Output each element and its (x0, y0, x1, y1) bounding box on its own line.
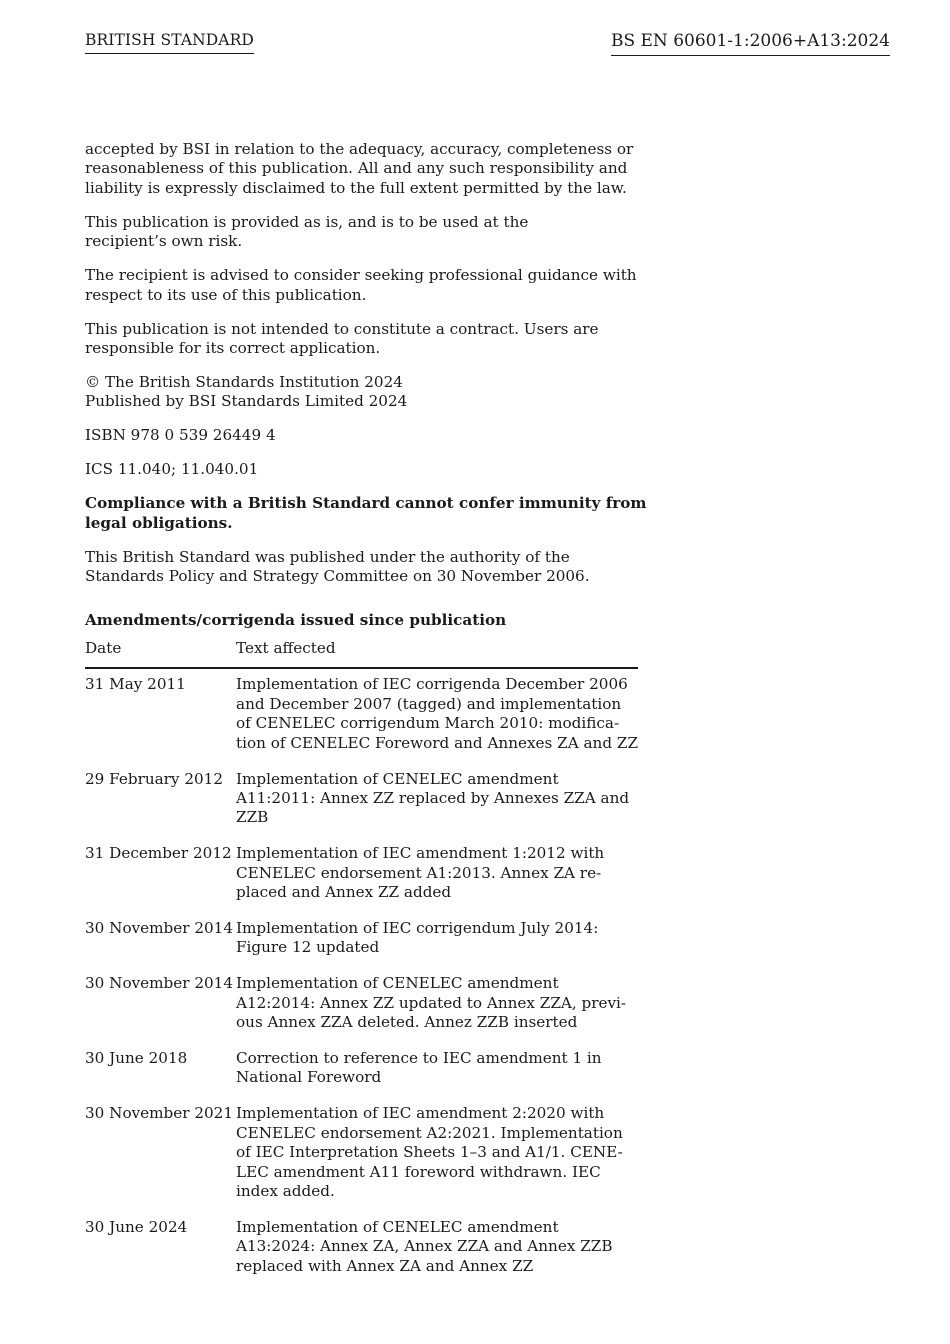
text-line: The recipient is advised to consider seeking professional guidance with (85, 266, 637, 285)
text-line: Implementation of CENELEC amendment (236, 1217, 559, 1236)
authority-paragraph (85, 548, 645, 587)
ics-codes: ICS 11.040; 11.040.01 (85, 460, 259, 479)
column-header-text: Text affected (236, 639, 638, 668)
page-content (85, 140, 645, 1293)
table-header-row (85, 639, 638, 668)
amendment-date: 31 December 2012 (85, 844, 232, 863)
compliance-notice (85, 494, 645, 533)
amendment-date: 30 June 2024 (85, 1217, 188, 1236)
text-line: © The British Standards Institution 2024 (85, 373, 403, 392)
table-row (85, 668, 638, 769)
amendment-text (236, 974, 638, 1049)
text-line: This publication is provided as is, and is to be used at the (85, 212, 529, 231)
guidance-paragraph (85, 266, 645, 305)
text-line: National Foreword (236, 1068, 382, 1087)
text-line: LEC amendment A11 foreword withdrawn. IEC (236, 1162, 601, 1181)
table-row (85, 919, 638, 974)
table-row (85, 974, 638, 1049)
copyright-paragraph (85, 373, 645, 412)
text-line: A13:2024: Annex ZA, Annex ZZA and Annex ZZB (236, 1237, 613, 1256)
text-line: Published by BSI Standards Limited 2024 (85, 392, 408, 411)
header-standard-number: BS EN 60601-1:2006+A13:2024 (611, 31, 890, 56)
table-row (85, 1049, 638, 1104)
table-row (85, 844, 638, 919)
amendments-table-body (85, 668, 638, 1292)
text-line: placed and Annex ZZ added (236, 883, 452, 902)
text-line: A12:2014: Annex ZZ updated to Annex ZZA, previ- (236, 993, 627, 1012)
text-line: Implementation of IEC corrigenda December 2006 (236, 675, 628, 694)
disclaimer-paragraph (85, 140, 645, 198)
amendment-text (236, 919, 638, 974)
text-line: CENELEC endorsement A2:2021. Implementation (236, 1123, 623, 1142)
amendment-date: 31 May 2011 (85, 675, 186, 694)
amendment-date: 30 June 2018 (85, 1049, 188, 1068)
text-line: and December 2007 (tagged) and implementation (236, 694, 622, 713)
table-row (85, 770, 638, 845)
text-line: This publication is not intended to constitute a contract. Users are (85, 319, 599, 338)
text-line: ZZB (236, 808, 269, 827)
text-line: legal obligations. (85, 513, 233, 532)
amendment-text (236, 668, 638, 769)
text-line: Correction to reference to IEC amendment 1 in (236, 1049, 602, 1068)
amendment-text (236, 770, 638, 845)
text-line: replaced with Annex ZA and Annex ZZ (236, 1256, 534, 1275)
text-line: Implementation of IEC corrigendum July 2014: (236, 919, 599, 938)
contract-paragraph (85, 320, 645, 359)
text-line: Standards Policy and Strategy Committee on 30 November 2006. (85, 567, 590, 586)
column-header-date: Date (85, 639, 236, 668)
text-line: Compliance with a British Standard cannot confer immunity from (85, 494, 647, 513)
amendment-date: 29 February 2012 (85, 769, 223, 788)
text-line: of IEC Interpretation Sheets 1–3 and A1/1. CENE- (236, 1143, 623, 1162)
text-line: index added. (236, 1182, 335, 1200)
text-line: ous Annex ZZA deleted. Annez ZZB inserted (236, 1013, 578, 1032)
amendment-text (236, 1104, 638, 1218)
amendment-text (236, 1049, 638, 1104)
text-line: liability is expressly disclaimed to the full extent permitted by the law. (85, 178, 627, 197)
text-line: tion of CENELEC Foreword and Annexes ZA and ZZ (236, 733, 638, 752)
risk-paragraph (85, 213, 645, 252)
amendment-date: 30 November 2014 (85, 974, 234, 993)
text-line: responsible for its correct application. (85, 339, 381, 358)
text-line: Implementation of IEC amendment 2:2020 with (236, 1104, 605, 1123)
amendments-title: Amendments/corrigenda issued since publication (85, 610, 507, 629)
text-line: CENELEC endorsement A1:2013. Annex ZA re- (236, 863, 602, 882)
amendments-table (85, 639, 638, 1293)
text-line: recipient’s own risk. (85, 232, 243, 251)
text-line: Implementation of CENELEC amendment (236, 769, 559, 788)
text-line: A11:2011: Annex ZZ replaced by Annexes ZZA and (236, 789, 630, 807)
amendment-date: 30 November 2014 (85, 919, 234, 938)
isbn: ISBN 978 0 539 26449 4 (85, 426, 276, 445)
amendment-date: 30 November 2021 (85, 1104, 234, 1123)
text-line: reasonableness of this publication. All and any such responsibility and (85, 159, 628, 178)
amendment-text (236, 1218, 638, 1293)
text-line: Implementation of CENELEC amendment (236, 974, 559, 993)
text-line: Implementation of IEC amendment 1:2012 with (236, 844, 605, 863)
text-line: Figure 12 updated (236, 938, 380, 957)
text-line: This British Standard was published under the authority of the (85, 547, 570, 566)
table-row (85, 1218, 638, 1293)
amendment-text (236, 844, 638, 919)
text-line: of CENELEC corrigendum March 2010: modifica- (236, 714, 620, 733)
header-left-title: BRITISH STANDARD (85, 31, 254, 54)
text-line: respect to its use of this publication. (85, 285, 367, 304)
text-line: accepted by BSI in relation to the adequacy, accuracy, completeness or (85, 140, 634, 158)
table-row (85, 1104, 638, 1218)
